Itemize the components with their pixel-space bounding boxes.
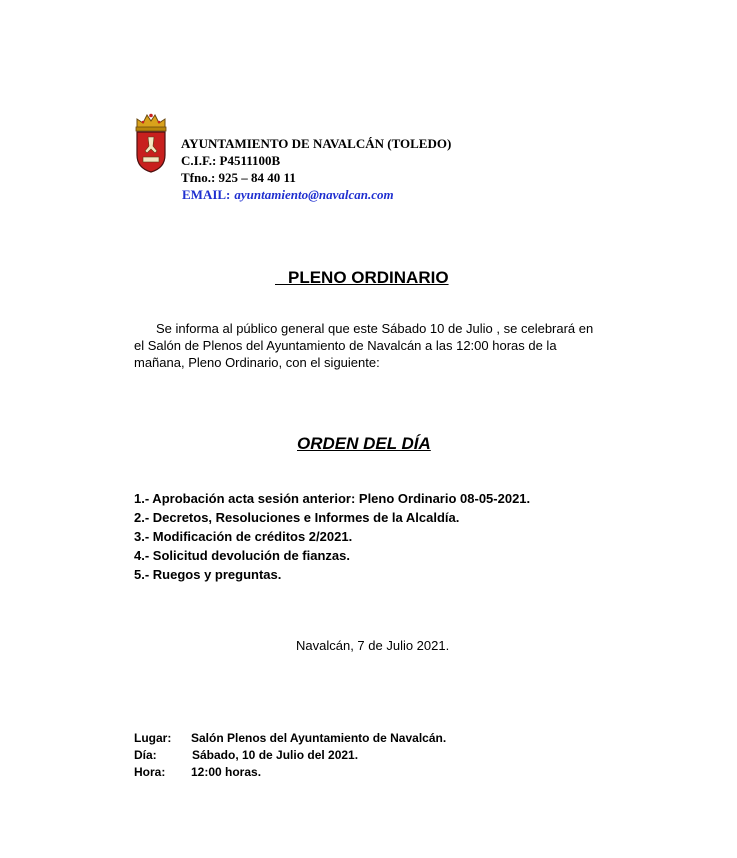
tax-id: C.I.F.: P4511100B: [181, 153, 281, 168]
day-value: Sábado, 10 de Julio del 2021.: [192, 748, 359, 762]
document-title: PLENO ORDINARIO: [288, 268, 449, 287]
email-address[interactable]: ayuntamiento@navalcan.com: [234, 187, 394, 202]
phone-number: Tfno.: 925 – 84 40 11: [181, 170, 296, 185]
agenda-list: [134, 489, 530, 584]
meeting-details: [134, 730, 446, 781]
day-label: Día:: [134, 748, 157, 762]
letterhead: [181, 135, 451, 203]
time-value: 12:00 horas.: [191, 765, 262, 779]
email-label: EMAIL:: [182, 187, 231, 202]
agenda-item: 4.- Solicitud devolución de fianzas.: [134, 548, 350, 563]
intro-paragraph: [134, 320, 604, 371]
agenda-item: 2.- Decretos, Resoluciones e Informes de la Alcaldía.: [134, 510, 460, 525]
municipality-name: AYUNTAMIENTO DE NAVALCÁN (TOLEDO): [181, 136, 452, 151]
intro-text: Se informa al público general que este Sábado 10 de Julio , se celebrará en el Salón de Plenos del Ayuntamiento de Navalcán a las 12:00 horas de la mañana, Pleno Ordinario, con el siguiente:: [134, 321, 594, 370]
signature-date: Navalcán, 7 de Julio 2021.: [296, 638, 450, 653]
agenda-item: 1.- Aprobación acta sesión anterior: Pleno Ordinario 08-05-2021.: [134, 491, 531, 506]
agenda-item: 3.- Modificación de créditos 2/2021.: [134, 529, 353, 544]
day-row: [134, 747, 446, 764]
place-label: Lugar:: [134, 731, 172, 745]
time-row: [134, 764, 446, 781]
agenda-title: ORDEN DEL DÍA: [297, 434, 431, 453]
place-row: [134, 730, 446, 747]
coat-of-arms-logo: [133, 113, 169, 173]
email-line: [182, 186, 451, 203]
time-label: Hora:: [134, 765, 166, 779]
agenda-item: 5.- Ruegos y preguntas.: [134, 567, 282, 582]
place-value: Salón Plenos del Ayuntamiento de Navalcán.: [191, 731, 447, 745]
